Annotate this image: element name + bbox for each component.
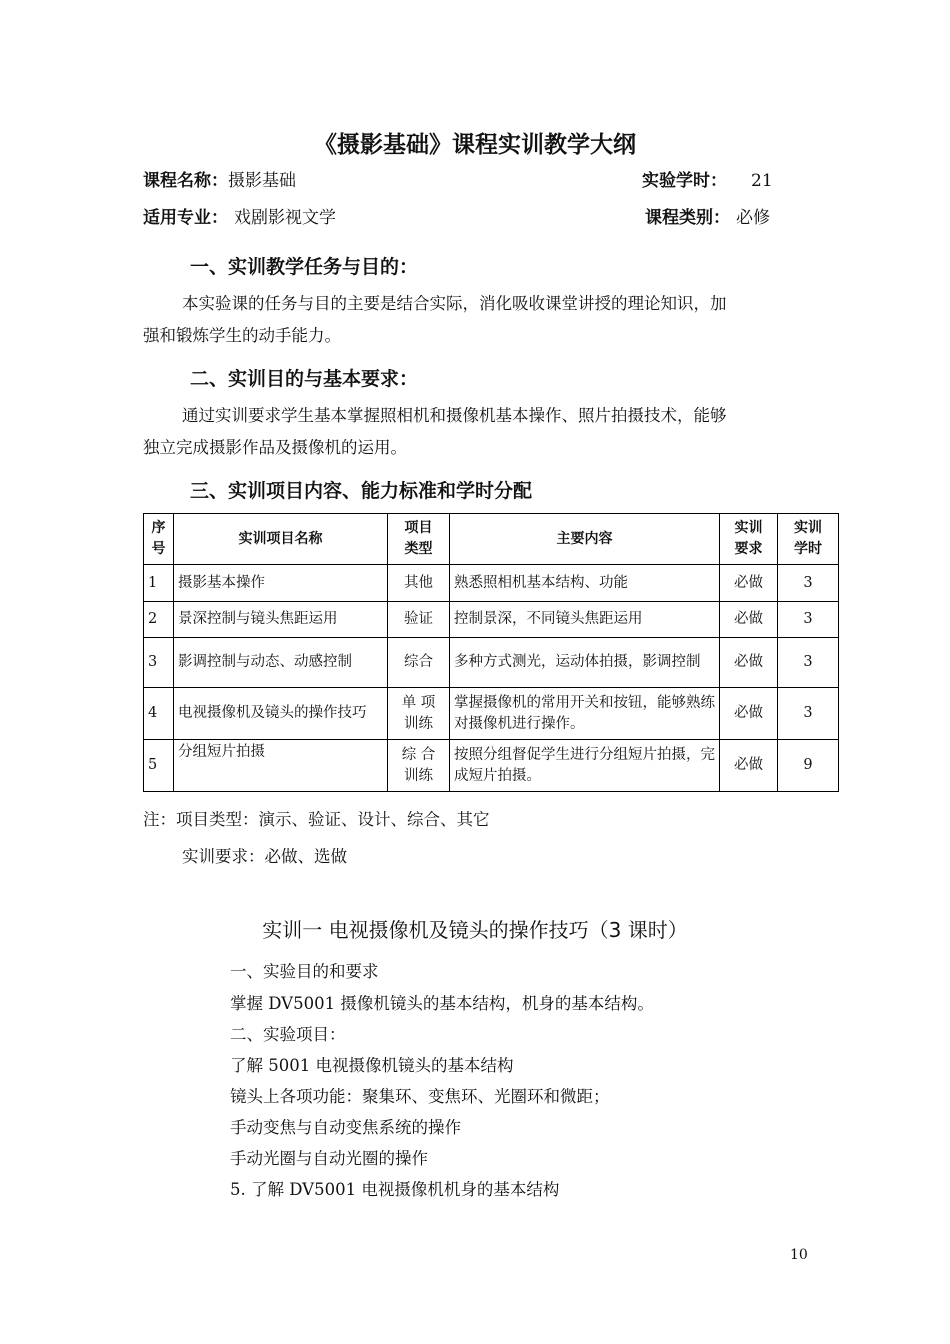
row-no: 3 bbox=[144, 638, 174, 688]
row-no: 5 bbox=[144, 740, 174, 792]
row-hours: 3 bbox=[778, 565, 839, 602]
header-requirement: 实训 要求 bbox=[720, 514, 778, 565]
experiment-line: 镜头上各项功能：聚集环、变焦环、光圈环和微距； bbox=[230, 1087, 610, 1106]
note-type-line: 注：项目类型：演示、验证、设计、综合、其它 bbox=[143, 810, 490, 829]
row-content: 按照分组督促学生进行分组短片拍摄，完成短片拍摄。 bbox=[450, 740, 720, 792]
row-content: 多种方式测光，运动体拍摄，影调控制 bbox=[450, 638, 720, 688]
course-name-label: 课程名称： bbox=[143, 171, 228, 191]
experiment-line: 掌握 DV5001 摄像机镜头的基本结构，机身的基本结构。 bbox=[230, 994, 654, 1013]
experiment-line: 二、实验项目： bbox=[230, 1025, 346, 1044]
page-number: 10 bbox=[790, 1247, 808, 1263]
section-1-heading: 一、实训教学任务与目的： bbox=[190, 256, 419, 278]
experiment-line: 手动变焦与自动变焦系统的操作 bbox=[230, 1118, 461, 1137]
experiment-line: 5. 了解 DV5001 电视摄像机机身的基本结构 bbox=[230, 1180, 560, 1199]
section-2-heading: 二、实训目的与基本要求： bbox=[190, 368, 419, 390]
section-1-line-1: 本实验课的任务与目的主要是结合实际，消化吸收课堂讲授的理论知识，加 bbox=[182, 294, 727, 313]
major-value: 戏剧影视文学 bbox=[234, 208, 336, 228]
row-requirement: 必做 bbox=[720, 740, 778, 792]
row-name: 景深控制与镜头焦距运用 bbox=[174, 602, 388, 638]
row-content: 掌握摄像机的常用开关和按钮，能够熟练对摄像机进行操作。 bbox=[450, 688, 720, 740]
row-hours: 3 bbox=[778, 602, 839, 638]
course-name-row bbox=[143, 166, 296, 191]
header-content: 主要内容 bbox=[450, 514, 720, 565]
row-type: 综合 bbox=[388, 638, 450, 688]
row-no: 4 bbox=[144, 688, 174, 740]
course-name-value: 摄影基础 bbox=[228, 171, 296, 191]
row-hours: 3 bbox=[778, 688, 839, 740]
header-type: 项目 类型 bbox=[388, 514, 450, 565]
category-row bbox=[645, 203, 770, 228]
header-no: 序 号 bbox=[144, 514, 174, 565]
row-name: 摄影基本操作 bbox=[174, 565, 388, 602]
experiment-line: 手动光圈与自动光圈的操作 bbox=[230, 1149, 428, 1168]
row-no: 2 bbox=[144, 602, 174, 638]
row-requirement: 必做 bbox=[720, 688, 778, 740]
row-hours: 3 bbox=[778, 638, 839, 688]
major-label: 适用专业： bbox=[143, 208, 228, 228]
row-type: 验证 bbox=[388, 602, 450, 638]
header-name: 实训项目名称 bbox=[174, 514, 388, 565]
major-row bbox=[143, 203, 336, 228]
section-2-line-1: 通过实训要求学生基本掌握照相机和摄像机基本操作、照片拍摄技术，能够 bbox=[182, 406, 727, 425]
experiment-line: 一、实验目的和要求 bbox=[230, 962, 379, 981]
row-requirement: 必做 bbox=[720, 602, 778, 638]
table-row bbox=[144, 638, 839, 688]
row-type: 综 合 训练 bbox=[388, 740, 450, 792]
section-3-heading: 三、实训项目内容、能力标准和学时分配 bbox=[190, 480, 533, 502]
table-row bbox=[144, 740, 839, 792]
row-content: 熟悉照相机基本结构、功能 bbox=[450, 565, 720, 602]
header-hours: 实训 学时 bbox=[778, 514, 839, 565]
hours-row bbox=[642, 166, 773, 191]
category-label: 课程类别： bbox=[645, 208, 730, 228]
hours-value: 21 bbox=[751, 171, 773, 191]
table-header-row bbox=[144, 514, 839, 565]
document-title: 《摄影基础》课程实训教学大纲 bbox=[314, 132, 636, 158]
row-requirement: 必做 bbox=[720, 638, 778, 688]
row-no: 1 bbox=[144, 565, 174, 602]
row-hours: 9 bbox=[778, 740, 839, 792]
row-content: 控制景深，不同镜头焦距运用 bbox=[450, 602, 720, 638]
note-requirement-line: 实训要求：必做、选做 bbox=[182, 847, 347, 866]
experiment-title: 实训一 电视摄像机及镜头的操作技巧（3 课时） bbox=[262, 918, 688, 942]
row-requirement: 必做 bbox=[720, 565, 778, 602]
table-row bbox=[144, 602, 839, 638]
section-1-line-2: 强和锻炼学生的动手能力。 bbox=[143, 326, 341, 345]
table-row bbox=[144, 688, 839, 740]
row-name: 电视摄像机及镜头的操作技巧 bbox=[174, 688, 388, 740]
experiment-line: 了解 5001 电视摄像机镜头的基本结构 bbox=[230, 1056, 514, 1075]
row-type: 其他 bbox=[388, 565, 450, 602]
category-value: 必修 bbox=[736, 208, 770, 228]
section-2-line-2: 独立完成摄影作品及摄像机的运用。 bbox=[143, 438, 407, 457]
row-type: 单 项 训练 bbox=[388, 688, 450, 740]
table-row bbox=[144, 565, 839, 602]
hours-label: 实验学时： bbox=[642, 171, 727, 191]
training-table bbox=[143, 513, 839, 792]
row-name: 影调控制与动态、动感控制 bbox=[174, 638, 388, 688]
row-name: 分组短片拍摄 bbox=[174, 740, 388, 792]
